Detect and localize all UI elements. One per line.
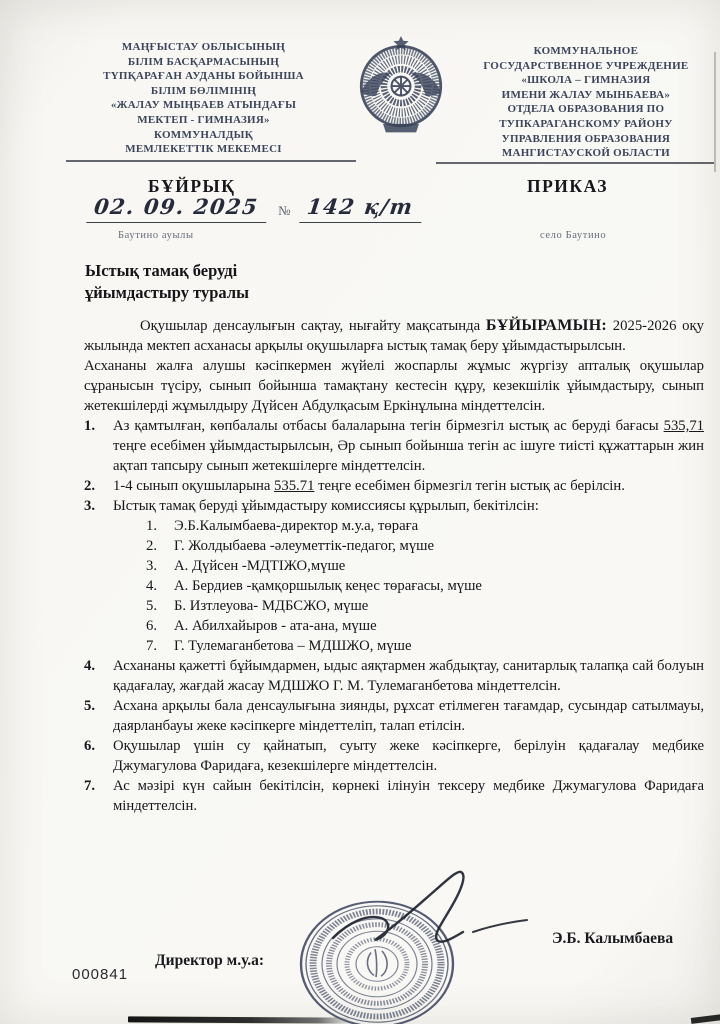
order-item-5 (84, 696, 704, 736)
order-subject (85, 260, 249, 304)
order-title-kazakh: БҰЙРЫҚ (148, 176, 236, 196)
item-number: 4. (84, 658, 96, 674)
commission-member (146, 556, 704, 576)
underlined-amount: 535.71 (274, 478, 315, 494)
item-text (113, 416, 704, 476)
scan-page-edge (714, 52, 716, 172)
item-number: 3. (84, 498, 96, 514)
scan-artifact-strip (128, 1016, 352, 1023)
org-name-russian (458, 36, 714, 161)
member-number: 1. (146, 518, 158, 534)
handwritten-date: 02. 09. 2025 (86, 194, 270, 223)
order-date-line (88, 194, 423, 223)
kazakhstan-emblem-icon (349, 30, 453, 146)
org-line: БІЛІМ БАСҚАРМАСЫНЫҢ (127, 55, 280, 68)
item-text-part: теңге есебімен ұйымдастырылсын, Әр сынып бойынша тегін ас ішуге тиісті құжаттарын жин ақтап тапсыру сынып жетекшілерге міндеттелсін. (113, 438, 704, 474)
item-text: Ас мәзірі күн сайын бекітілсін, көрнекі ілінуін тексеру медбике Джумагулова Фаридаға міндеттелсін. (113, 778, 704, 814)
org-line: МЕМЛЕКЕТТІК МЕКЕМЕСІ (125, 143, 282, 156)
member-number: 2. (146, 538, 158, 554)
org-line: ГОСУДАРСТВЕННОЕ УЧРЕЖДЕНИЕ (483, 59, 689, 72)
subject-line: ұйымдастыру туралы (85, 283, 249, 302)
member-text: А. Бердиев -қамқоршылық кеңес төрағасы, мүше (174, 578, 482, 594)
item-text-part: теңге есебімен бірмезгіл тегін ыстық ас берілсін. (314, 478, 625, 494)
member-text: А. Абилхайыров - ата-ана, мүше (174, 618, 377, 634)
preamble-paragraph (84, 316, 704, 356)
commission-member (146, 596, 704, 616)
org-line: УПРАВЛЕНИЯ ОБРАЗОВАНИЯ (501, 132, 671, 145)
commission-lead: Ыстық тамақ беруді ұйымдастыру комиссиясы құрылып, бекітілсін: (113, 498, 539, 514)
preamble-text: 2025-2026 оқу жылында мектеп асханасы арқылы оқушыларға ыстық тамақ беру ұйымдастырылсын. (84, 318, 704, 354)
org-line: КОММУНАЛДЫҚ (154, 128, 253, 141)
org-line: «ШКОЛА – ГИМНАЗИЯ (521, 74, 651, 87)
commission-member (146, 516, 704, 536)
order-item-1 (84, 416, 704, 476)
letterhead (62, 36, 714, 161)
commission-member-list (113, 516, 704, 656)
letterhead-divider-left (66, 160, 356, 162)
item-number: 5. (84, 698, 96, 714)
item-number: 1. (84, 418, 96, 434)
member-text: Э.Б.Калымбаева-директор м.у.а, төраға (174, 518, 419, 534)
member-number: 5. (146, 598, 158, 614)
item-text (113, 496, 704, 656)
item-number: 2. (84, 478, 96, 494)
commission-member (146, 636, 704, 656)
preamble-text: Оқушылар денсаулығын сақтау, нығайту мақсатында (140, 318, 486, 334)
member-number: 6. (146, 618, 158, 634)
item-number: 7. (84, 778, 96, 794)
number-sign: № (278, 203, 291, 218)
member-number: 7. (146, 638, 158, 654)
form-number: 000841 (72, 966, 129, 983)
order-body (84, 316, 704, 816)
member-text: Б. Изтлеуова- МДБСЖО, мүше (174, 598, 369, 614)
item-number: 6. (84, 738, 96, 754)
item-text (113, 476, 704, 496)
order-item-6 (84, 736, 704, 776)
item-text: Асхананы қажетті бұйымдармен, ыдыс аяқтармен жабдықтау, санитарлық талапқа сай болуын қадағалау, жағдай жасау МДШЖО Г. М. Тулемаганбетова міндеттелсін. (113, 658, 705, 694)
item-text: Оқушылар үшін су қайнатып, суыту жеке кәсіпкерге, берілуін қадағалау медбике Джумагулова Фаридаға, кезекшілерге міндеттелсін. (113, 738, 704, 774)
emblem-container (345, 36, 458, 161)
item-text-part: Аз қамтылған, көпбалалы отбасы балаларына тегін бірмезгіл ыстық ас беруді бағасы (113, 418, 664, 434)
commission-member (146, 576, 704, 596)
scan-artifact-mark (691, 1014, 720, 1024)
item-text-part: 1-4 сынып оқушыларына (113, 478, 275, 494)
org-line: МАҢҒЫСТАУ ОБЛЫСЫНЫҢ (121, 41, 286, 53)
order-item-7 (84, 776, 704, 816)
letterhead-divider-right (436, 162, 714, 164)
order-item-3 (84, 496, 704, 656)
org-name-kazakh (62, 36, 345, 161)
place-russian: село Баутино (540, 230, 607, 241)
item-text: Асхана арқылы бала денсаулығына зиянды, рұхсат етілмеген тағамдар, сусындар сатылмауы, даярланбауы жеке кәсіпкерге міндеттеліп, талап етілсін. (113, 698, 704, 734)
org-line: ОТДЕЛА ОБРАЗОВАНИЯ ПО (507, 103, 665, 116)
order-title-russian: ПРИКАЗ (527, 176, 609, 196)
commission-member (146, 536, 704, 556)
member-number: 3. (146, 558, 158, 574)
director-name: Э.Б. Калымбаева (552, 930, 674, 947)
org-line: КОММУНАЛЬНОЕ (533, 45, 639, 57)
org-line: ТҮПҚАРАҒАН АУДАНЫ БОЙЫНША (103, 70, 304, 83)
director-label: Директор м.у.а: (155, 952, 265, 969)
handwritten-signature-icon (315, 860, 545, 980)
order-item-4 (84, 656, 704, 696)
handwritten-order-number: 142 қ/т (299, 194, 425, 223)
org-line: МАНГИСТАУСКОЙ ОБЛАСТИ (501, 147, 670, 160)
member-number: 4. (146, 578, 158, 594)
org-line: «ЖАЛАУ МЫҢБАЕВ АТЫНДАҒЫ (110, 99, 297, 112)
org-line: МЕКТЕП - ГИМНАЗИЯ» (137, 113, 270, 126)
commission-member (146, 616, 704, 636)
underlined-amount: 535,71 (663, 418, 704, 434)
subject-line: Ыстық тамақ беруді (85, 261, 238, 280)
order-item-2 (84, 476, 704, 496)
org-line: ИМЕНИ ЖАЛАУ МЫНБАЕВА» (501, 88, 671, 101)
org-line: ТУПКАРАГАНСКОМУ РАЙОНУ (499, 117, 673, 130)
member-text: Г. Тулемаганбетова – МДШЖО, мүше (174, 638, 412, 654)
member-text: А. Дүйсен -МДТІЖО,мүше (174, 558, 346, 574)
place-kazakh: Баутино ауылы (118, 230, 194, 241)
member-text: Г. Жолдыбаева -әлеуметтік-педагог, мүше (174, 538, 435, 554)
responsibility-paragraph: Асхананы жалға алушы кәсіпкермен жүйелі жоспарлы жұмыс жүргізу апталық оқушылар сұранысын түсіру, сынып бойынша тамақтану кестесін құру, кезекшілік ұйымдастыру, сынып жетекшілерді жұмылдыру Дүйсен Абдулқасым Еркінұлына міндеттелсін. (84, 358, 704, 414)
order-verb: БҰЙЫРАМЫН: (485, 317, 608, 334)
org-line: БІЛІМ БӨЛІМІНІҢ (150, 84, 257, 97)
